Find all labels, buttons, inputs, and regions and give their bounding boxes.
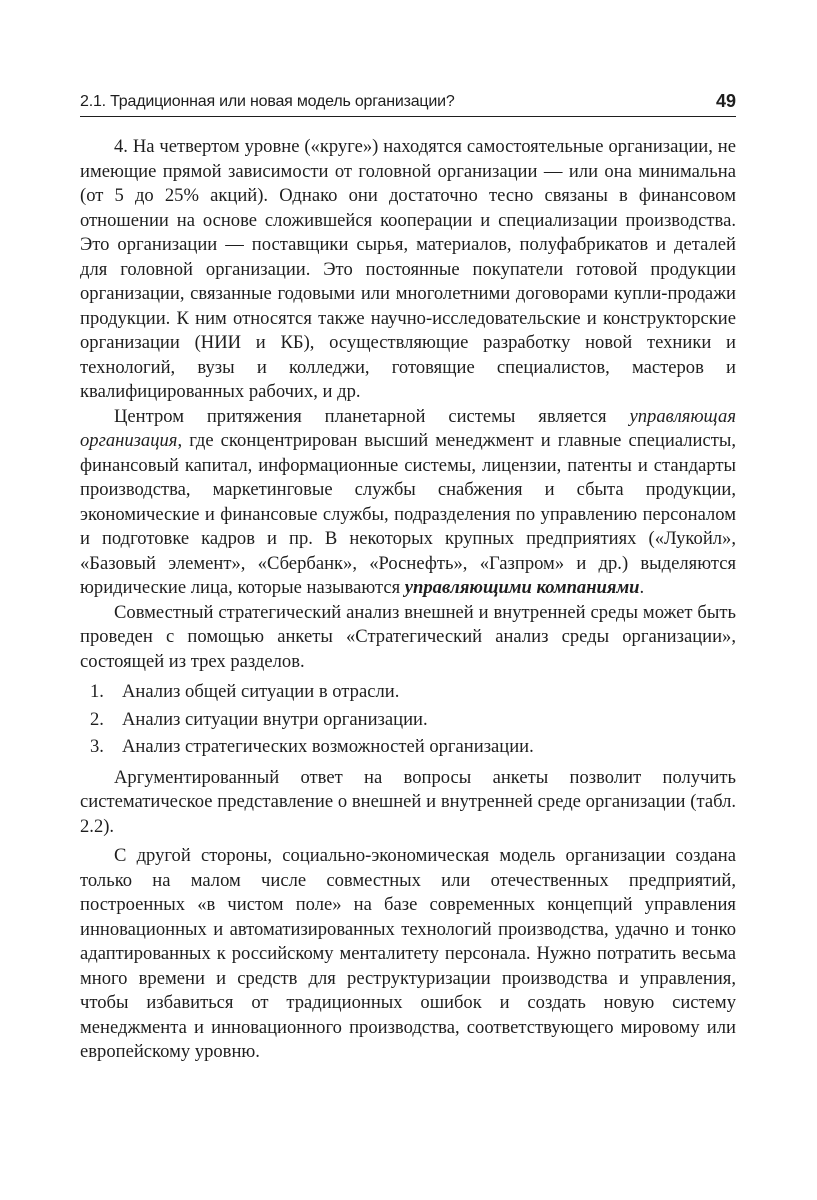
page-number: 49 <box>715 91 736 111</box>
paragraph-level-four: 4. На четвертом уровне («круге») находятся самостоятельные организации, не имеющие прямой зависимости от головной организации — или она минимальна (от 5 до 25% акций). Однако они достаточно тесно связаны в финансовом отношении на основе сложившейся кооперации и специализации производства. Это организации — поставщики сырья, материалов, полуфабрикатов и деталей для головной организации. Это постоянные покупатели готовой продукции организации, связанные годовыми или многолетними договорами купли-продажи продукции. К ним относятся также научно-исследовательские и конструкторские организации (НИИ и КБ), осуществляющие разработку новой техники и технологий, вузы и колледжи, готовящие специалистов, мастеров и квалифицированных рабочих, и др. <box>80 136 736 402</box>
list-item <box>80 708 736 733</box>
book-page <box>80 86 736 1065</box>
paragraph-questionnaire-answer: Аргументированный ответ на вопросы анкеты позволит получить систематическое представление о внешней и внутренней среде организации (табл. 2.2). <box>80 766 736 837</box>
paragraph-socio-economic-model: С другой стороны, социально-экономическая модель организации создана только на малом числе совместных или отечественных предприятий, построенных «в чистом поле» на базе современных концепций управления инновационных и автоматизированных технологий производства, удачно и тонко адаптированных к российскому менталитету персонала. Нужно потратить весьма много времени и средств для реструктуризации производства и управления, чтобы избавиться от традиционных ошибок и создать новую систему менеджмента и инновационного производства, соответствующего мировому или европейскому уровню. <box>80 845 736 1062</box>
list-item-text: Анализ стратегических возможностей организации. <box>122 736 534 757</box>
list-item <box>80 680 736 705</box>
section-title: 2.1. Традиционная или новая модель организации? <box>80 93 455 110</box>
term-managing-organization: управляющая организация <box>80 405 736 451</box>
list-item-text: Анализ общей ситуации в отрасли. <box>122 681 400 702</box>
list-item <box>80 735 736 760</box>
list-item-number: 1. <box>90 681 104 702</box>
paragraph-text-part: . <box>639 577 645 598</box>
list-item-number: 3. <box>90 736 104 757</box>
paragraph-strategic-analysis: Совместный стратегический анализ внешней и внутренней среды может быть проведен с помощью анкеты «Стратегический анализ среды организации», состоящей из трех разделов. <box>80 601 736 672</box>
paragraph-text-part: Центром притяжения планетарной системы является <box>114 405 630 427</box>
body-text <box>80 135 736 1065</box>
list-item-number: 2. <box>90 708 104 730</box>
paragraph-text-part: , где сконцентрирован высший менеджмент и главные специалисты, финансовый капитал, информационные системы, лицензии, патенты и стандарты производства, маркетинговые службы снабжения и сбыта продукции, экономические и финансовые службы, подразделения по управлению персоналом и подготовке кадров и пр. В некоторых крупных предприятиях («Лукойл», «Базовый элемент», «Сбербанк», «Роснефть», «Газпром» и др.) выделяются юридические лица, которые называются <box>80 430 736 598</box>
list-item-text: Анализ ситуации внутри организации. <box>122 708 428 730</box>
paragraph-managing-organization <box>80 405 736 601</box>
sections-list <box>80 680 736 760</box>
running-head <box>80 86 736 117</box>
term-managing-companies: управляющими компаниями <box>404 577 640 598</box>
